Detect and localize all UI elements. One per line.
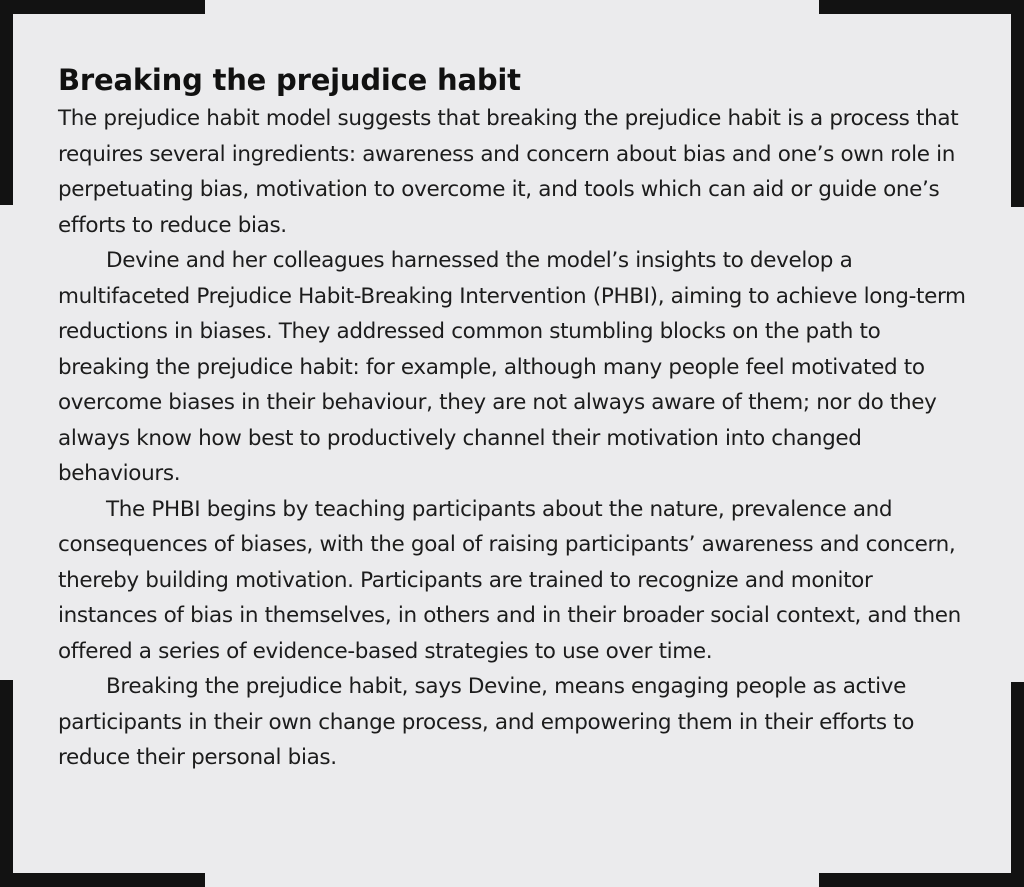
corner-bracket-bottom-right-horizontal xyxy=(819,873,1024,887)
article-box xyxy=(58,62,978,776)
corner-bracket-bottom-right-vertical xyxy=(1011,682,1024,887)
corner-bracket-top-right-vertical xyxy=(1011,0,1024,207)
corner-bracket-top-left-horizontal xyxy=(0,0,205,14)
corner-bracket-bottom-left-vertical xyxy=(0,680,13,887)
corner-bracket-top-right-horizontal xyxy=(819,0,1024,14)
article-paragraph-3: The PHBI begins by teaching participants about the nature, prevalence and consequences of biases, with the goal of raising participants’ awareness and concern, thereby building motivation. Participants are trained to recognize and monitor instances of bias in themselves, in others and in their broader social context, and then offered a series of evidence-based strategies to use over time. xyxy=(58,496,961,664)
article-paragraph-4: Breaking the prejudice habit, says Devine, means engaging people as active participants in their own change process, and empowering them in their efforts to reduce their personal bias. xyxy=(58,674,915,770)
article-paragraph-2: Devine and her colleagues harnessed the model’s insights to develop a multifaceted Prejudice Habit-Breaking Intervention (PHBI), aiming to achieve long-term reductions in biases. They addressed common stumbling blocks on the path to breaking the prejudice habit: for example, although many people feel motivated to overcome biases in their behaviour, they are not always aware of them; nor do they always know how best to productively channel their motivation into changed behaviours. xyxy=(58,248,966,486)
corner-bracket-bottom-left-horizontal xyxy=(0,873,205,887)
article-paragraph-1: The prejudice habit model suggests that breaking the prejudice habit is a process that requires several ingredients: awareness and concern about bias and one’s own role in perpetuating bias, motivation to overcome it, and tools which can aid or guide one’s efforts to reduce bias. xyxy=(58,106,959,238)
corner-bracket-top-left-vertical xyxy=(0,0,13,205)
article-title: Breaking the prejudice habit xyxy=(58,63,521,97)
